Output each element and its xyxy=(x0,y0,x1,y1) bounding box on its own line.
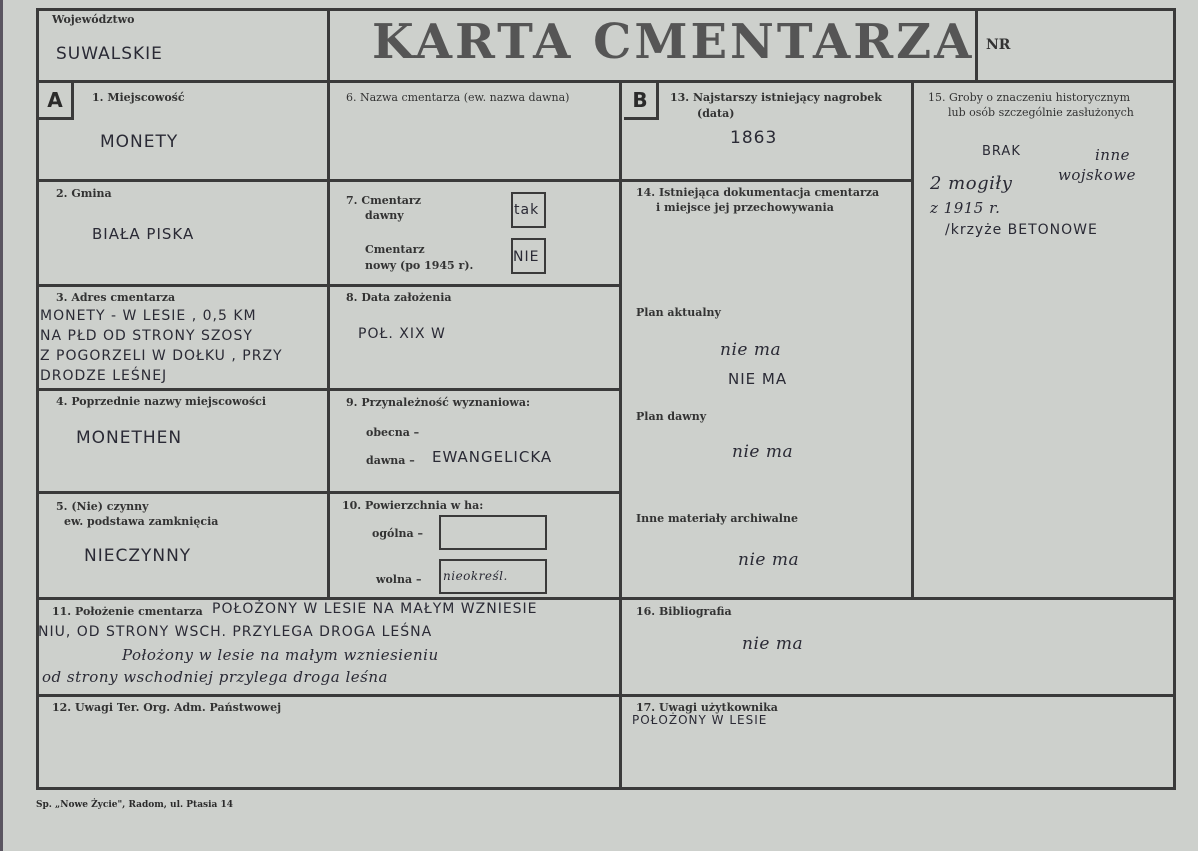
field-15-insert-2: wojskowe xyxy=(1058,166,1137,184)
plan-old-value[interactable]: nie ma xyxy=(732,442,794,462)
field-8-value[interactable]: POŁ. XIX W xyxy=(358,326,446,342)
field-3-label: 3. Adres cmentarza xyxy=(56,291,176,304)
divider xyxy=(621,179,913,182)
scan-edge xyxy=(0,0,3,851)
divider xyxy=(36,694,1176,697)
divider xyxy=(911,80,914,600)
divider xyxy=(36,388,621,391)
field-15-label: 15. Groby o znaczeniu historycznym xyxy=(928,91,1131,104)
plan-old-label: Plan dawny xyxy=(636,410,707,423)
field-7-new-value: NIE xyxy=(513,249,540,265)
field-10-free-value: nieokreśl. xyxy=(443,569,508,583)
wojewodztwo-value: SUWALSKIE xyxy=(56,44,163,64)
archive-value[interactable]: nie ma xyxy=(738,550,800,570)
field-6-label: 6. Nazwa cmentarza (ew. nazwa dawna) xyxy=(346,91,570,104)
wojewodztwo-label: Województwo xyxy=(52,13,135,26)
field-10-label: 10. Powierzchnia w ha: xyxy=(342,499,484,512)
field-15-line: /krzyże BETONOWE xyxy=(945,222,1098,238)
field-15-label-sub: lub osób szczególnie zasłużonych xyxy=(948,106,1134,119)
field-15-line: 2 mogiły xyxy=(930,173,1013,194)
field-4-value[interactable]: MONETHEN xyxy=(76,428,183,448)
archive-label: Inne materiały archiwalne xyxy=(636,512,798,525)
page-title: KARTA CMENTARZA xyxy=(372,14,975,70)
field-16-value[interactable]: nie ma xyxy=(742,634,804,654)
field-10-free-label: wolna – xyxy=(376,573,422,586)
address-line: MONETY - W LESIE , 0,5 KM xyxy=(40,308,257,324)
divider xyxy=(36,491,621,494)
field-5-label-sub: ew. podstawa zamknięcia xyxy=(64,515,219,528)
plan-current-value[interactable]: nie ma xyxy=(720,340,782,360)
field-7-old-label: dawny xyxy=(365,209,404,222)
nr-label: NR xyxy=(986,37,1011,53)
field-9-current-label: obecna – xyxy=(366,426,420,439)
field-1-label: 1. Miejscowość xyxy=(92,91,185,104)
field-13-value[interactable]: 1863 xyxy=(730,128,778,148)
plan-current-label: Plan aktualny xyxy=(636,306,721,319)
field-12-label: 12. Uwagi Ter. Org. Adm. Państwowej xyxy=(52,701,282,714)
field-15-line: BRAK xyxy=(982,144,1021,159)
divider xyxy=(36,284,621,287)
address-line: NA PŁD OD STRONY SZOSY xyxy=(40,328,253,344)
field-13-label: 13. Najstarszy istniejący nagrobek xyxy=(670,91,882,104)
field-11-line: od strony wschodniej przylega droga leśna xyxy=(42,668,388,686)
plan-current-value-2[interactable]: NIE MA xyxy=(728,370,788,388)
printer-imprint: Sp. „Nowe Życie", Radom, ul. Ptasia 14 xyxy=(36,800,234,810)
field-5-label: 5. (Nie) czynny xyxy=(56,500,149,513)
field-1-value[interactable]: MONETY xyxy=(100,132,179,152)
field-10-total-box[interactable] xyxy=(439,515,547,550)
field-7-old-value: tak xyxy=(514,202,540,218)
divider xyxy=(36,597,1176,600)
field-11-line: NIU, OD STRONY WSCH. PRZYLEGA DROGA LEŚNA xyxy=(38,624,433,640)
address-line: DRODZE LEŚNEJ xyxy=(40,368,168,384)
field-17-label: 17. Uwagi użytkownika xyxy=(636,701,778,714)
field-15-insert: inne xyxy=(1095,146,1130,164)
field-4-label: 4. Poprzednie nazwy miejscowości xyxy=(56,395,267,408)
section-b-marker: B xyxy=(624,83,659,120)
field-2-value[interactable]: BIAŁA PISKA xyxy=(92,225,195,243)
field-13-label-sub: (data) xyxy=(697,107,735,120)
field-2-label: 2. Gmina xyxy=(56,187,112,200)
field-11-label: 11. Położenie cmentarza xyxy=(52,605,203,618)
address-line: Z POGORZELI W DOŁKU , PRZY xyxy=(40,348,283,364)
divider xyxy=(619,80,622,790)
field-15-line: z 1915 r. xyxy=(930,199,1001,217)
field-9-former-label: dawna – xyxy=(366,454,415,467)
field-10-total-label: ogólna – xyxy=(372,527,423,540)
divider xyxy=(36,179,621,182)
field-16-label: 16. Bibliografia xyxy=(636,605,732,618)
field-17-value[interactable]: POŁOŻONY W LESIE xyxy=(632,713,768,727)
field-8-label: 8. Data założenia xyxy=(346,291,452,304)
divider xyxy=(975,8,978,82)
field-7-new-label: Cmentarz xyxy=(365,243,425,256)
field-5-value[interactable]: NIECZYNNY xyxy=(84,546,192,566)
divider xyxy=(327,8,330,598)
field-14-label: 14. Istniejąca dokumentacja cmentarza xyxy=(636,186,880,199)
section-a-marker: A xyxy=(39,83,74,120)
field-11-line: POŁOŻONY W LESIE NA MAŁYM WZNIESIE xyxy=(212,601,538,617)
field-3-value[interactable] xyxy=(40,306,283,386)
field-9-label: 9. Przynależność wyznaniowa: xyxy=(346,396,531,409)
field-7-new-label-sub: nowy (po 1945 r). xyxy=(365,259,474,272)
field-7-label: 7. Cmentarz xyxy=(346,194,421,207)
divider xyxy=(36,80,1176,83)
field-11-line: Położony w lesie na małym wzniesieniu xyxy=(122,646,439,664)
field-9-former-value[interactable]: EWANGELICKA xyxy=(432,448,553,466)
field-14-label-sub: i miejsce jej przechowywania xyxy=(656,201,834,214)
